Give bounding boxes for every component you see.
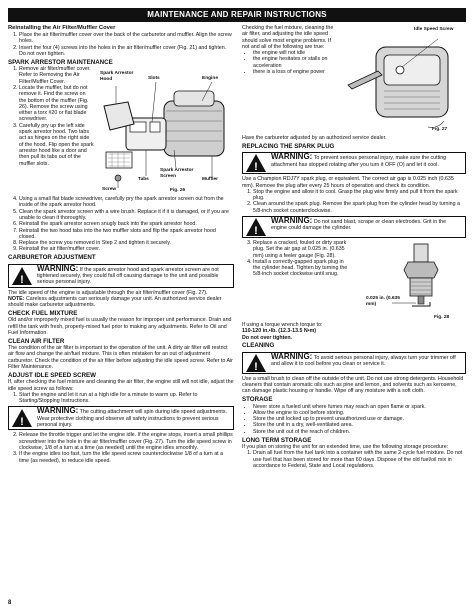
note-label: NOTE: [8,295,25,302]
torque-text: If using a torque wrench torque to: [242,321,323,328]
warning-label: WARNING: [271,351,313,361]
warning-text: Do not sand blast, scrape or clean electrodes. Grit in the engine could damage the cylinder. [271,218,447,232]
air-filter-text: The condition of the air filter is important to the operation of the unit. A dirty air filter will restrict air flow and change the air/fuel mixture. This is often mistaken for an out of adjustment carburetor. Check the condition of the air filter before adjusting the idle speed screw. Refer to Air Filter Maintenance. [8,345,233,371]
spark-steps-intro [8,66,94,196]
fig26-label-screen: Spark Arrestor Screen [160,168,194,179]
torque-note: Do not over tighten. [242,334,293,341]
spark-arrestor-block [8,66,234,196]
warning-triangle-icon [9,265,35,287]
list-item: 3. Carefully pry up the left side spark arrestor hood. Two tabs act as hinges on the right side of the hood. Flip open the spark arrestor hood like a door and then pull its tabs out of the muffler slots. [19,123,94,167]
fuel-text: Old and/or improperly mixed fuel is usually the reason for improper unit performance. Drain and refill the tank with fresh, properly-mixed fuel prior to making any adjustments. Refer to Oil and Fuel Information. [8,317,232,336]
torque-value: 110-120 in.•lb. (12.3-13.5 N•m) [242,328,317,335]
fig28-caption: Fig. 28 [434,314,450,320]
fig26-label-hood: Spark Arrestor Hood [100,71,134,82]
long-storage-intro: If you plan on storing the unit for an extended time, use the following storage procedure: [242,443,449,450]
list-item: 2. Clean around the spark plug. Remove the spark plug from the cylinder head by turning a 5/8-inch socket counterclockwise. [253,201,466,214]
list-item: 2. Insert the four (4) screws into the holes in the air filter/muffler cover (Fig. 21) and tighten. Do not over tighten. [19,45,234,58]
list-item: 7. Reinstall the two hood tabs into the two muffler slots and flip the spark arrestor hood closed. [19,228,234,241]
fig27-label: Idle Speed Screw [414,27,454,32]
spark-steps-rest [8,196,234,253]
check-text: Checking the fuel mixture, cleaning the air filter, and adjusting the idle speed should solve most engine problems. If not and all of the following are true: [242,25,334,50]
list-item: • Store the unit locked up to prevent unauthorized use or damage. [253,416,466,422]
list-item: 3. Replace a cracked, fouled or dirty spark plug. Set the air gap at 0.025 in. (0.635 mm) using a feeler gauge (Fig. 28). [253,240,352,259]
list-item: 6. Reinstall the spark arrestor screen snugly back into the spark arrestor hood. [19,221,234,227]
warning-text: The cutting attachment will spin during idle speed adjustments. Wear protective clothing and observe all safety instructions to prevent serious personal injury. [37,409,227,429]
fig26-label-screw: Screw [102,187,117,193]
page-number: 8 [8,600,12,606]
idle-title: ADJUST IDLE SPEED SCREW [8,371,97,379]
list-item: 2. Release the throttle trigger and let the engine idle. If the engine stops, insert a small phillips screwdriver into the hole in the air filter/muffler cover (Fig. 27). Turn the idle speed screw in clockwise, 1/8 of a turn at a time (as needed) until the engine idles smoothly. [19,432,234,451]
fig26-label-tabs: Tabs [138,177,149,183]
warning-label: WARNING: [37,406,79,416]
svg-text:!: ! [20,416,24,429]
storage-title: STORAGE [242,396,273,404]
spark-plug-steps [242,189,466,214]
idle-step-1 [8,392,234,405]
warning-triangle-icon [243,217,269,237]
cleaning-text: Use a small brush to clean off the outside of the unit. Do not use strong detergents. Household cleaners that contain aromatic oils such as pine and lemon, and solvents such as kerosene, can damage plastic housing or handle. Wipe off any moisture with a soft cloth. [242,375,464,395]
fig27-caption: Fig. 27 [432,127,448,132]
list-item: 4. Using a small flat blade screwdriver, carefully pry the spark arrestor screen out from the inside of the spark arrestor hood. [19,196,234,209]
list-item: • Never store a fueled unit where fumes may reach an open flame or spark. [253,404,466,410]
air-filter-title: CLEAN AIR FILTER [8,337,65,345]
fig28-label: 0.025 in. (0.635 mm) [366,295,400,307]
spark-plug-intro: Use a Champion RDJ7Y spark plug, or equivalent. The correct air gap is 0.025 inch (0.635 mm). Remove the plug after every 25 hours of operation and check its condition. [242,176,454,189]
list-item: 4. Install a correctly-gapped spark plug in the cylinder head. Tighten by turning the 5/8-inch socket clockwise until snug. [253,259,352,278]
list-item: • the engine hesitates or stalls on acceleration [253,56,338,69]
check-after: Have the carburetor adjusted by an authorized service dealer. [242,135,387,141]
reinstall-title: Reinstalling the Air Filter/Muffler Cover [8,25,116,31]
warning-text: If the spark arrestor hood and spark arrestor screen are not tightened securely, they could fall off causing damage to the unit and possible serious personal injury. [37,266,219,286]
list-item: 1. Remove air filter/muffler cover. Refer to Removing the Air Filter/Muffler Cover. [19,66,94,85]
list-item: 1. Drain all fuel from the fuel tank into a container with the same 2-cycle fuel mixture. Do not use fuel that has been stored for more than 60 days. Dispose of the old fuel/oil mix in accordance to Federal, State and Local regulations. [253,450,466,469]
svg-text:!: ! [254,360,258,373]
fig26-label-slots: Slots [148,76,160,82]
right-column [242,25,466,600]
fig26-label-engine: Engine [202,76,218,82]
list-item: 9. Reinstall the air filter/muffler cover. [19,246,234,252]
reinstall-steps [8,32,234,57]
cleaning-warning [242,352,466,374]
fig26-caption: Fig. 26 [170,188,186,194]
spark-plug-warning-2 [242,216,466,238]
idle-warning [8,406,234,430]
warning-label: WARNING: [37,263,79,273]
figure-28 [352,240,466,322]
idle-steps-rest [8,432,234,463]
figure-27 [338,25,466,135]
check-block [242,25,466,135]
left-column [8,25,234,600]
list-item: 5. Clean the spark arrestor screen with a wire brush. Replace it if it is damaged, or if you are unable to clean it thoroughly. [19,209,234,222]
carburetor-title: CARBURETOR ADJUSTMENT [8,254,96,262]
spark-plug-steps-2 [242,240,352,322]
list-item: 1. Stop the engine and allow it to cool. Grasp the plug wire firmly and pull it from the spark plug. [253,189,466,202]
list-item: 2. Locate the muffler, but do not remove it. Find the screw on the bottom of the muffler (Fig. 26). Remove the screw using either a torx #20 or flat blade screwdriver. [19,85,94,123]
idle-intro: If, after checking the fuel mixture and cleaning the air filter, the engine still will not idle, adjust the idle speed screw as follows: [8,379,234,392]
warning-text: To avoid serious personal injury, always turn your trimmer off and allow it to cool before you clean or service it. [271,354,456,368]
warning-label: WARNING: [271,215,313,225]
warning-label: WARNING: [271,152,313,162]
storage-bullets [242,404,466,435]
list-item: 8. Replace the screw you removed in Step 2 and tighten it securely. [19,240,234,246]
fuel-title: CHECK FUEL MIXTURE [8,309,78,317]
svg-text:!: ! [254,224,258,237]
list-item: 1. Place the air filter/muffler cover over the back of the carburetor and muffler. Align the screw holes. [19,32,234,45]
list-item: • Allow the engine to cool before storing. [253,410,466,416]
carburetor-warning [8,264,234,288]
warning-text: To prevent serious personal injury, make sure the cutting attachment has stopped rotating after you turn it OFF (O) and let it cool. [271,155,447,168]
gap-block [242,240,466,322]
warning-triangle-icon [243,153,269,173]
list-item: 1. Start the engine and let it run at a high idle for a minute to warm up. Refer to Starting/Stopping Instructions. [19,392,234,405]
spark-arrestor-title: SPARK ARRESTOR MAINTENANCE [8,58,113,66]
warning-triangle-icon [9,407,35,429]
fig26-label-muffler: Muffler [202,177,218,183]
check-bullets [242,50,338,75]
note-text: Careless adjustments can seriously damage your unit. An authorized service dealer should make carburetor adjustments. [8,295,222,309]
list-item: • Store the unit in a dry, well-ventilated area. [253,422,466,428]
spark-plug-warning [242,152,466,174]
long-storage-title: LONG TERM STORAGE [242,436,312,444]
carburetor-text: The idle speed of the engine is adjustable through the air filter/muffler cover (Fig. 27). [8,289,208,296]
svg-text:!: ! [254,161,258,174]
spark-plug-title: REPLACING THE SPARK PLUG [242,142,335,150]
list-item: • Store the unit out of the reach of children. [253,429,466,435]
page-banner: MAINTENANCE AND REPAIR INSTRUCTIONS [8,8,466,22]
list-item: 3. If the engine idles too fast, turn the idle speed screw counterclockwise 1/8 of a turn at a time (as needed), to reduce idle speed. [19,451,234,464]
figure-28-drawing [352,240,466,322]
figure-27-drawing [338,25,466,135]
list-item: • there is a loss of engine power [253,69,338,75]
figure-26 [94,66,234,196]
svg-text:!: ! [20,273,24,286]
cleaning-title: CLEANING [242,342,275,350]
list-item: • the engine will not idle [253,50,338,56]
long-storage-steps [242,450,466,469]
warning-triangle-icon [243,353,269,373]
